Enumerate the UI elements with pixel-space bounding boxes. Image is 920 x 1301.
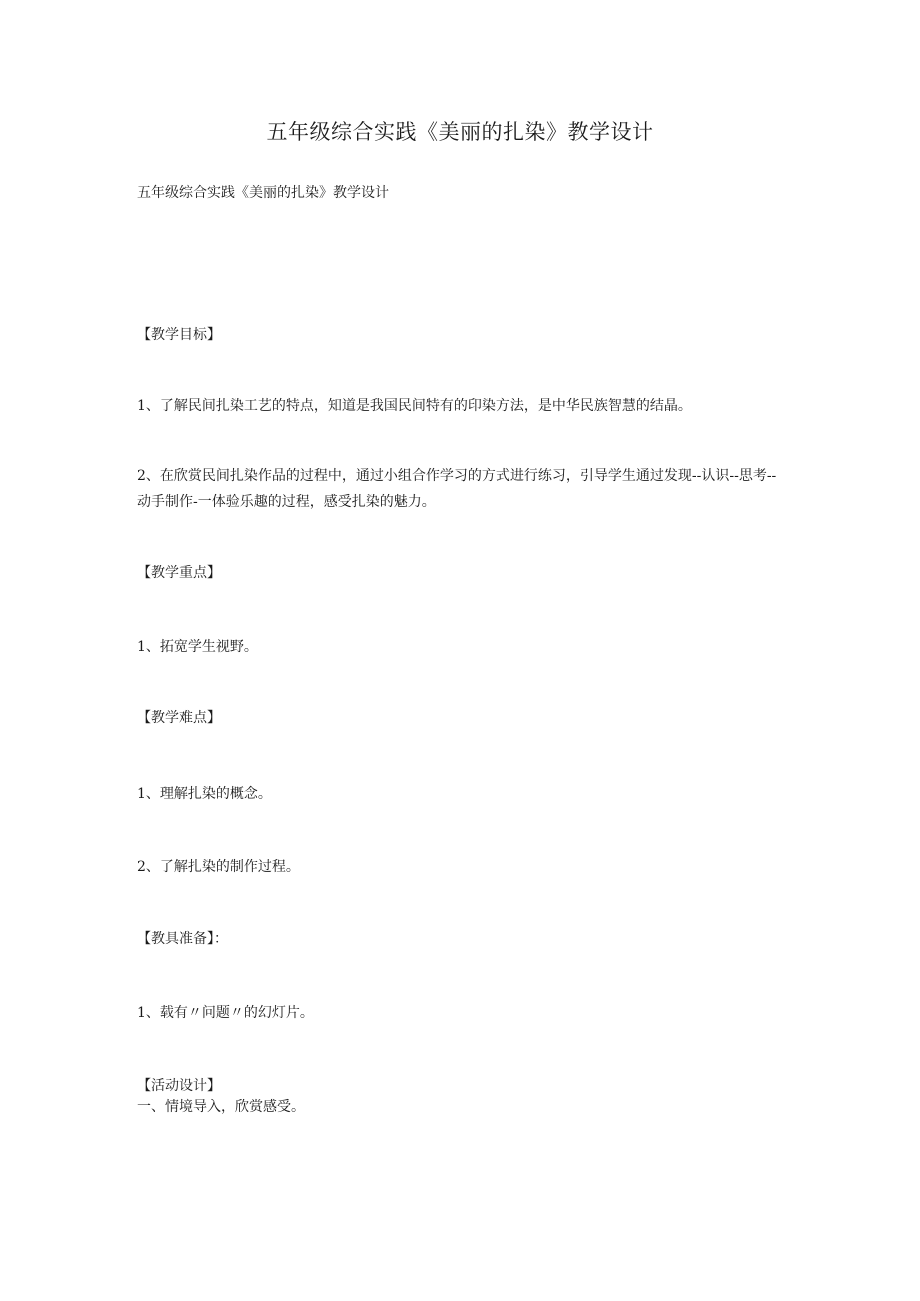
goal-item-1: 1、了解民间扎染工艺的特点，知道是我国民间特有的印染方法，是中华民族智慧的结晶。: [137, 398, 692, 414]
section-heading-activity: 【活动设计】: [137, 1078, 221, 1094]
section-heading-key-points: 【教学重点】: [137, 565, 221, 581]
difficulty-item-2: 2、了解扎染的制作过程。: [137, 859, 300, 875]
document-title: 五年级综合实践《美丽的扎染》教学设计: [266, 120, 654, 144]
goal-item-2: 2、在欣赏民间扎染作品的过程中，通过小组合作学习的方式进行练习，引导学生通过发现--认识--思考--动手制作-一体验乐趣的过程，感受扎染的魅力。: [137, 468, 777, 510]
key-point-item-1: 1、拓宽学生视野。: [137, 639, 258, 655]
section-heading-difficulties: 【教学难点】: [137, 710, 221, 726]
activity-item-1: 一、情境导入，欣赏感受。: [137, 1099, 305, 1115]
tools-item-1: 1、载有〃问题〃的幻灯片。: [137, 1005, 314, 1021]
section-heading-goals: 【教学目标】: [137, 327, 221, 343]
difficulty-item-1: 1、理解扎染的概念。: [137, 786, 272, 802]
section-heading-tools: 【教具准备】：: [137, 931, 228, 947]
document-subtitle: 五年级综合实践《美丽的扎染》教学设计: [137, 185, 389, 201]
